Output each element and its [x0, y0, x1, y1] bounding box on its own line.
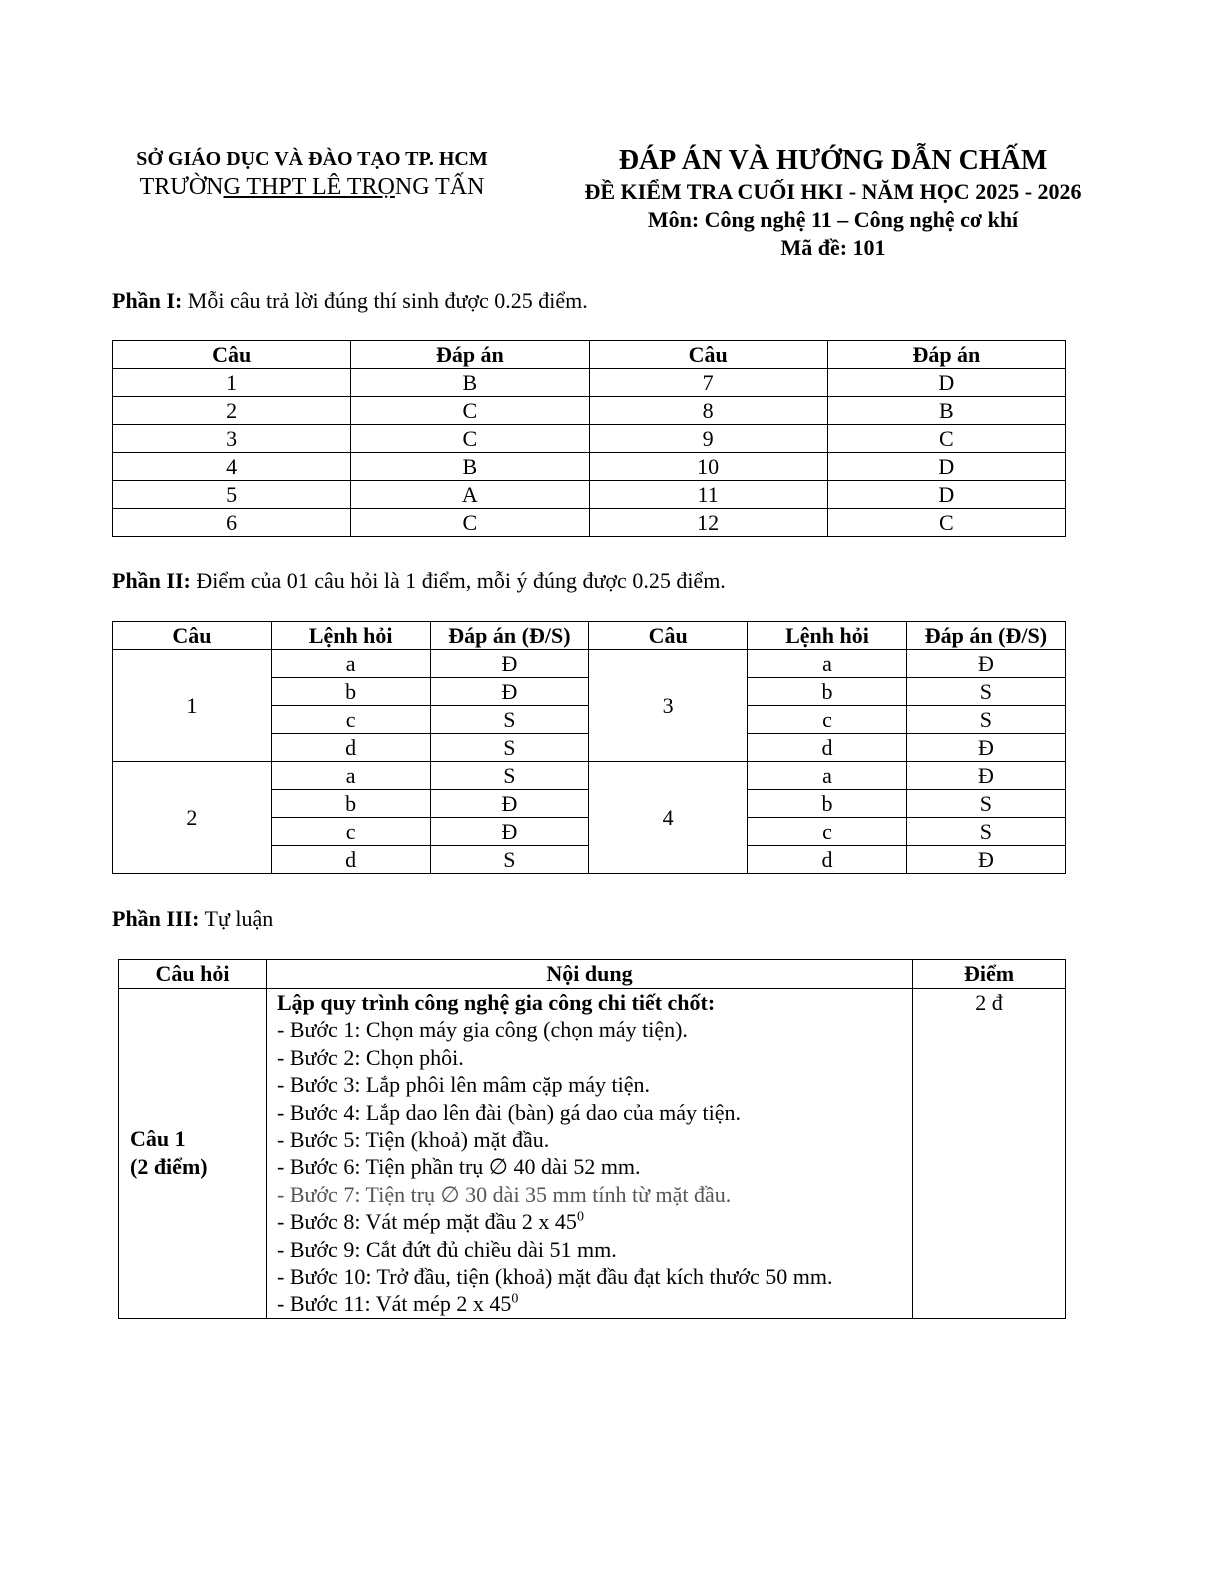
column-header: Điểm	[913, 960, 1066, 989]
table-cell: S	[906, 706, 1065, 734]
document-title: ĐÁP ÁN VÀ HƯỚNG DẪN CHẤM	[618, 145, 1048, 176]
part2-text: Điểm của 01 câu hỏi là 1 điểm, mỗi ý đúng được 0.25 điểm.	[190, 568, 726, 593]
table-cell: 10	[589, 453, 827, 481]
table-header-row	[113, 622, 1066, 650]
table-cell: a	[748, 650, 907, 678]
table-cell: S	[430, 846, 589, 874]
table-cell: D	[827, 481, 1065, 509]
step-line	[277, 1290, 902, 1317]
column-header: Lệnh hỏi	[748, 622, 907, 650]
step-line: - Bước 3: Lắp phôi lên mâm cặp máy tiện.	[277, 1072, 651, 1098]
table-cell: C	[351, 509, 589, 537]
step-line: - Bước 9: Cắt đứt đủ chiều dài 51 mm.	[277, 1236, 617, 1262]
table-cell: b	[271, 678, 430, 706]
table-cell: S	[430, 762, 589, 790]
table-cell: a	[748, 762, 907, 790]
table-cell: 1	[113, 369, 351, 397]
table-cell: S	[430, 706, 589, 734]
table-header-row	[119, 960, 1066, 989]
part2-title	[112, 567, 726, 595]
table-cell: C	[827, 425, 1065, 453]
table-cell: Đ	[906, 734, 1065, 762]
table-cell: d	[271, 734, 430, 762]
school-name-part: NG TẤN	[394, 174, 485, 200]
part3-essay-table	[118, 959, 1066, 1319]
content-heading: Lập quy trình công nghệ gia công chi tiết chốt:	[277, 990, 716, 1015]
part3-text: Tự luận	[199, 906, 274, 931]
step-line: - Bước 10: Trở đầu, tiện (khoả) mặt đầu đạt kích thước 50 mm.	[277, 1264, 833, 1290]
table-cell: c	[271, 706, 430, 734]
table-cell: D	[827, 453, 1065, 481]
table-cell: c	[271, 818, 430, 846]
table-cell: S	[906, 678, 1065, 706]
table-cell: Đ	[430, 650, 589, 678]
table-cell: Đ	[430, 790, 589, 818]
table-cell: 7	[589, 369, 827, 397]
part3-title	[112, 905, 273, 933]
column-header: Câu	[113, 341, 351, 369]
table-cell: 8	[589, 397, 827, 425]
table-cell: c	[748, 818, 907, 846]
header-left	[100, 146, 524, 202]
part2-answer-table	[112, 621, 1066, 874]
table-cell: b	[748, 678, 907, 706]
table-row	[113, 762, 1066, 790]
table-cell: Đ	[906, 846, 1065, 874]
table-header-row	[113, 341, 1066, 369]
answer-content	[267, 989, 913, 1319]
table-cell: 12	[589, 509, 827, 537]
step-line: - Bước 2: Chọn phôi.	[277, 1044, 464, 1070]
table-cell: d	[748, 846, 907, 874]
table-row	[119, 989, 1066, 1319]
step-text: - Bước 11: Vát mép 2 x 45	[277, 1291, 512, 1317]
exam-code: Mã đề: 101	[780, 235, 886, 260]
table-cell: A	[351, 481, 589, 509]
table-row	[113, 425, 1066, 453]
question-cell	[119, 989, 267, 1319]
step-line: - Bước 7: Tiện trụ ∅ 30 dài 35 mm tính từ mặt đầu.	[277, 1181, 732, 1207]
question-number-cell: 3	[589, 650, 748, 762]
table-cell: a	[271, 762, 430, 790]
table-cell: B	[827, 397, 1065, 425]
table-cell: 2	[113, 397, 351, 425]
table-cell: Đ	[906, 650, 1065, 678]
table-cell: d	[748, 734, 907, 762]
column-header: Đáp án	[351, 341, 589, 369]
part1-label: Phần I:	[112, 288, 183, 313]
table-cell: C	[351, 425, 589, 453]
part1-text: Mỗi câu trả lời đúng thí sinh được 0.25 điểm.	[182, 288, 588, 313]
part2-label: Phần II:	[112, 568, 191, 593]
table-cell: C	[827, 509, 1065, 537]
table-cell: Đ	[906, 762, 1065, 790]
table-cell: b	[271, 790, 430, 818]
question-number-cell: 1	[113, 650, 272, 762]
table-row	[113, 481, 1066, 509]
question-points: (2 điểm)	[130, 1154, 208, 1180]
table-cell: B	[351, 453, 589, 481]
column-header: Câu hỏi	[119, 960, 267, 989]
table-row	[113, 397, 1066, 425]
column-header: Đáp án (Đ/S)	[906, 622, 1065, 650]
table-row	[113, 650, 1066, 678]
table-row	[113, 453, 1066, 481]
table-cell: S	[906, 818, 1065, 846]
question-number-cell: 2	[113, 762, 272, 874]
table-cell: S	[906, 790, 1065, 818]
degree-superscript: 0	[511, 1292, 519, 1308]
exam-title: ĐỀ KIỂM TRA CUỐI HKI - NĂM HỌC 2025 - 2026	[584, 179, 1082, 204]
school-name-underlined: G THPT LÊ TRỌ	[223, 174, 395, 200]
part1-title	[112, 287, 588, 315]
table-cell: a	[271, 650, 430, 678]
column-header: Đáp án (Đ/S)	[430, 622, 589, 650]
school-name-part: TRƯỜN	[139, 174, 224, 200]
table-cell: 4	[113, 453, 351, 481]
table-cell: 6	[113, 509, 351, 537]
table-cell: 5	[113, 481, 351, 509]
table-cell: c	[748, 706, 907, 734]
table-cell: S	[430, 734, 589, 762]
subject-line: Môn: Công nghệ 11 – Công nghệ cơ khí	[647, 207, 1019, 232]
degree-superscript: 0	[576, 1209, 584, 1225]
step-line: - Bước 6: Tiện phần trụ ∅ 40 dài 52 mm.	[277, 1154, 641, 1180]
table-cell: 11	[589, 481, 827, 509]
step-line	[277, 1208, 902, 1235]
table-cell: Đ	[430, 678, 589, 706]
table-row	[113, 509, 1066, 537]
header-right	[560, 144, 1106, 262]
school-name	[100, 172, 524, 202]
table-cell: d	[271, 846, 430, 874]
column-header: Nội dung	[267, 960, 913, 989]
table-row	[113, 369, 1066, 397]
step-line: - Bước 1: Chọn máy gia công (chọn máy tiện).	[277, 1017, 688, 1043]
score-cell: 2 đ	[913, 989, 1066, 1319]
table-cell: Đ	[430, 818, 589, 846]
table-cell: 9	[589, 425, 827, 453]
part1-answer-table	[112, 340, 1066, 537]
table-cell: C	[351, 397, 589, 425]
part3-label: Phần III:	[112, 906, 200, 931]
column-header: Đáp án	[827, 341, 1065, 369]
table-cell: 3	[113, 425, 351, 453]
department-name: SỞ GIÁO DỤC VÀ ĐÀO TẠO TP. HCM	[136, 148, 488, 170]
column-header: Câu	[113, 622, 272, 650]
step-line: - Bước 5: Tiện (khoả) mặt đầu.	[277, 1127, 550, 1153]
column-header: Lệnh hỏi	[271, 622, 430, 650]
table-cell: b	[748, 790, 907, 818]
step-text: - Bước 8: Vát mép mặt đầu 2 x 45	[277, 1209, 577, 1235]
column-header: Câu	[589, 341, 827, 369]
column-header: Câu	[589, 622, 748, 650]
table-cell: B	[351, 369, 589, 397]
question-number-cell: 4	[589, 762, 748, 874]
table-cell: D	[827, 369, 1065, 397]
question-label: Câu 1	[130, 1126, 186, 1152]
step-line: - Bước 4: Lắp dao lên đài (bàn) gá dao của máy tiện.	[277, 1099, 741, 1125]
